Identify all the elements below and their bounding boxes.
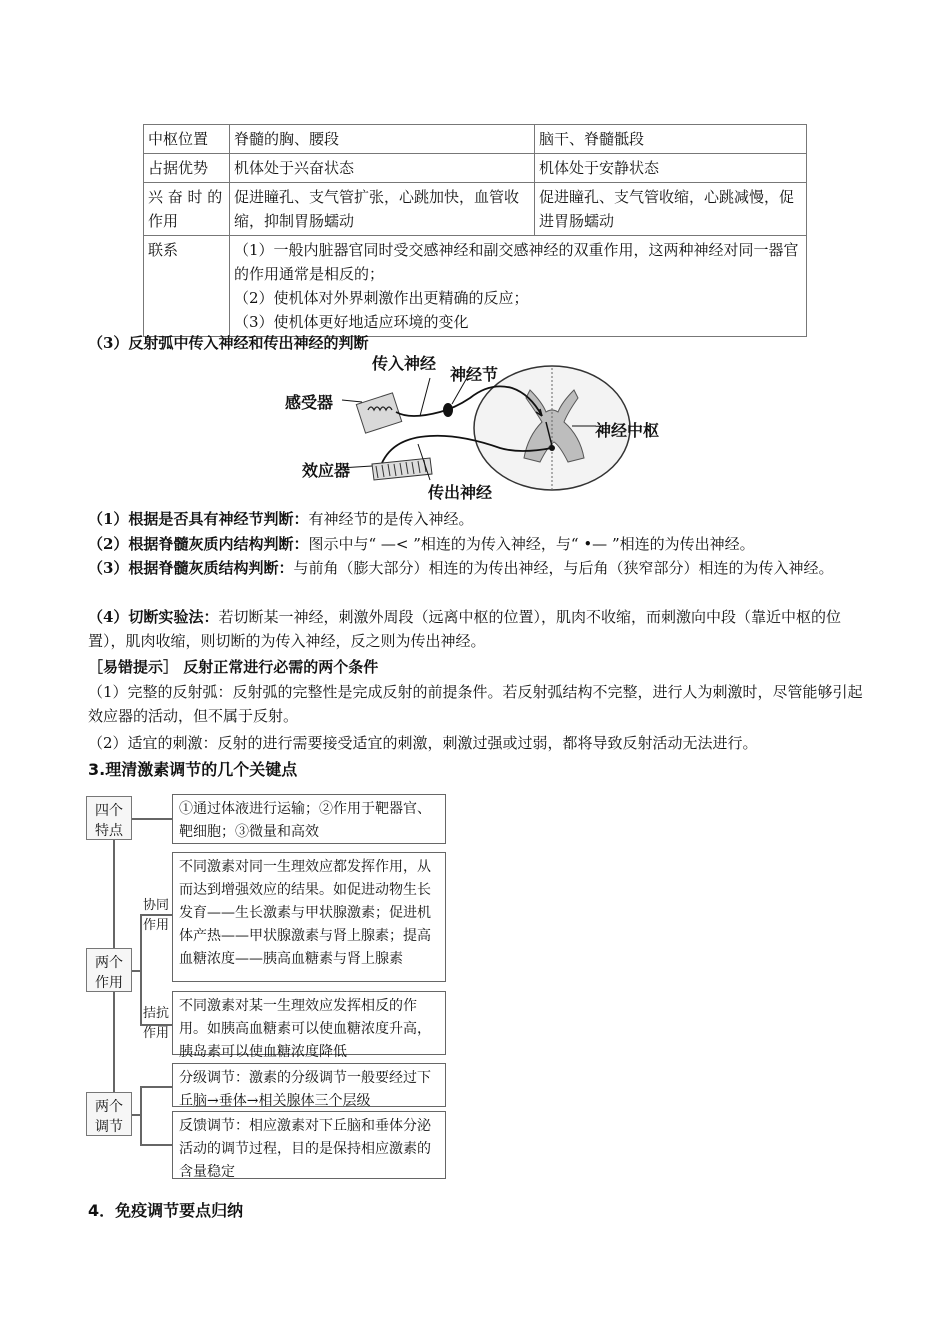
table-cell: 促进瞳孔、支气管收缩，心跳减慢，促进胃肠蠕动: [535, 183, 807, 236]
label-ganglion: 神经节: [450, 365, 499, 384]
connector: [113, 996, 115, 1092]
antagonism-box: 不同激素对某一生理效应发挥相反的作用。如胰高血糖素可以使血糖浓度升高，胰岛素可以使血糖浓度降低: [172, 991, 446, 1055]
connector: [132, 1114, 140, 1116]
connector: [140, 1024, 172, 1026]
connector: [140, 1144, 172, 1146]
method-head: （2）根据脊髓灰质内结构判断：: [88, 535, 309, 553]
connector: [132, 818, 172, 820]
table-cell: 脊髓的胸、腰段: [230, 125, 535, 154]
table-cell: 中枢位置: [144, 125, 230, 154]
table-cell: 机体处于安静状态: [535, 154, 807, 183]
node-four-features: 四个特点: [86, 796, 132, 840]
method-body: 与前角（膨大部分）相连的为传出神经，与后角（狭窄部分）相连的为传入神经。: [293, 559, 834, 577]
nerve-comparison-table: [143, 124, 807, 337]
receptor-skin: [356, 393, 401, 433]
tip-title: ［易错提示］ 反射正常进行必需的两个条件: [88, 658, 379, 676]
section-title: （3）反射弧中传入神经和传出神经的判断: [88, 334, 369, 352]
link-line: （2）使机体对外界刺激作出更精确的反应；: [234, 289, 529, 307]
table-row: [144, 236, 807, 337]
table-cell: 兴 奋 时 的作用: [144, 183, 230, 236]
method-body: 若切断某一神经，刺激外周段（远离中枢的位置），肌肉不收缩，而刺激向中段（靠近中枢的位置），肌肉收缩，则切断的为传入神经，反之则为传出神经。: [88, 608, 841, 650]
method-head: （4）切断实验法：: [88, 608, 219, 626]
connector: [132, 970, 140, 972]
table-cell: 机体处于兴奋状态: [230, 154, 535, 183]
link-line: （3）使机体更好地适应环境的变化: [234, 313, 469, 331]
method-body: 有神经节的是传入神经。: [308, 510, 474, 528]
method-paragraph: [88, 605, 868, 653]
graded-box: 分级调节：激素的分级调节一般要经过下丘脑→垂体→相关腺体三个层级: [172, 1063, 446, 1107]
method-body: 图示中与“ —< ”相连的为传入神经，与“ •— ”相连的为传出神经。: [308, 535, 755, 553]
label-effector: 效应器: [302, 461, 351, 480]
method-paragraph: [88, 556, 868, 580]
tip-line: （1）完整的反射弧：反射弧的完整性是完成反射的前提条件。若反射弧结构不完整，进行人为刺激时，尽管能够引起效应器的活动，但不属于反射。: [88, 683, 863, 725]
label-antagonism: 拮抗作用: [142, 1006, 169, 1041]
method-paragraph: [88, 507, 868, 531]
table-cell-link: [230, 236, 807, 337]
node-two-regulations: 两个调节: [86, 1092, 132, 1136]
tip-line: （2）适宜的刺激：反射的进行需要接受适宜的刺激，刺激过强或过弱，都将导致反射活动无法进行。: [88, 734, 758, 752]
table-cell: 占据优势: [144, 154, 230, 183]
label-receptor: 感受器: [285, 393, 334, 412]
heading-immunity: 4．免疫调节要点归纳: [88, 1201, 244, 1220]
feedback-box: 反馈调节：相应激素对下丘脑和垂体分泌活动的调节过程，目的是保持相应激素的含量稳定: [172, 1111, 446, 1179]
table-row: [144, 183, 807, 236]
table-cell: 促进瞳孔、支气管扩张，心跳加快，血管收缩，抑制胃肠蠕动: [230, 183, 535, 236]
table-row: [144, 154, 807, 183]
table-row: [144, 125, 807, 154]
synergy-box: 不同激素对同一生理效应都发挥作用，从而达到增强效应的结果。如促进动物生长发育——生长激素与甲状腺激素；促进机体产热——甲状腺激素与肾上腺素；提高血糖浓度——胰高血糖素与肾上腺素: [172, 852, 446, 982]
method-paragraph: [88, 532, 908, 556]
ganglion: [443, 403, 453, 417]
node-two-effects: 两个作用: [86, 948, 132, 992]
connector: [140, 1086, 172, 1088]
connector: [140, 1086, 142, 1144]
effector-muscle: [372, 458, 432, 480]
label-efferent: 传出神经: [428, 483, 493, 502]
link-line: （1）一般内脏器官同时受交感神经和副交感神经的双重作用，这两种神经对同一器官的作用通常是相反的；: [234, 241, 799, 283]
method-head: （3）根据脊髓灰质结构判断：: [88, 559, 294, 577]
heading-hormone: 3.理清激素调节的几个关键点: [88, 760, 298, 779]
label-afferent: 传入神经: [372, 354, 437, 373]
features-box: ①通过体液进行运输；②作用于靶器官、靶细胞；③微量和高效: [172, 794, 446, 844]
method-head: （1）根据是否具有神经节判断：: [88, 510, 309, 528]
table-cell: 联系: [144, 236, 230, 337]
label-synergy: 协同作用: [142, 898, 169, 933]
table-cell: 脑干、脊髓骶段: [535, 125, 807, 154]
connector: [140, 914, 172, 916]
label-center: 神经中枢: [595, 421, 660, 440]
